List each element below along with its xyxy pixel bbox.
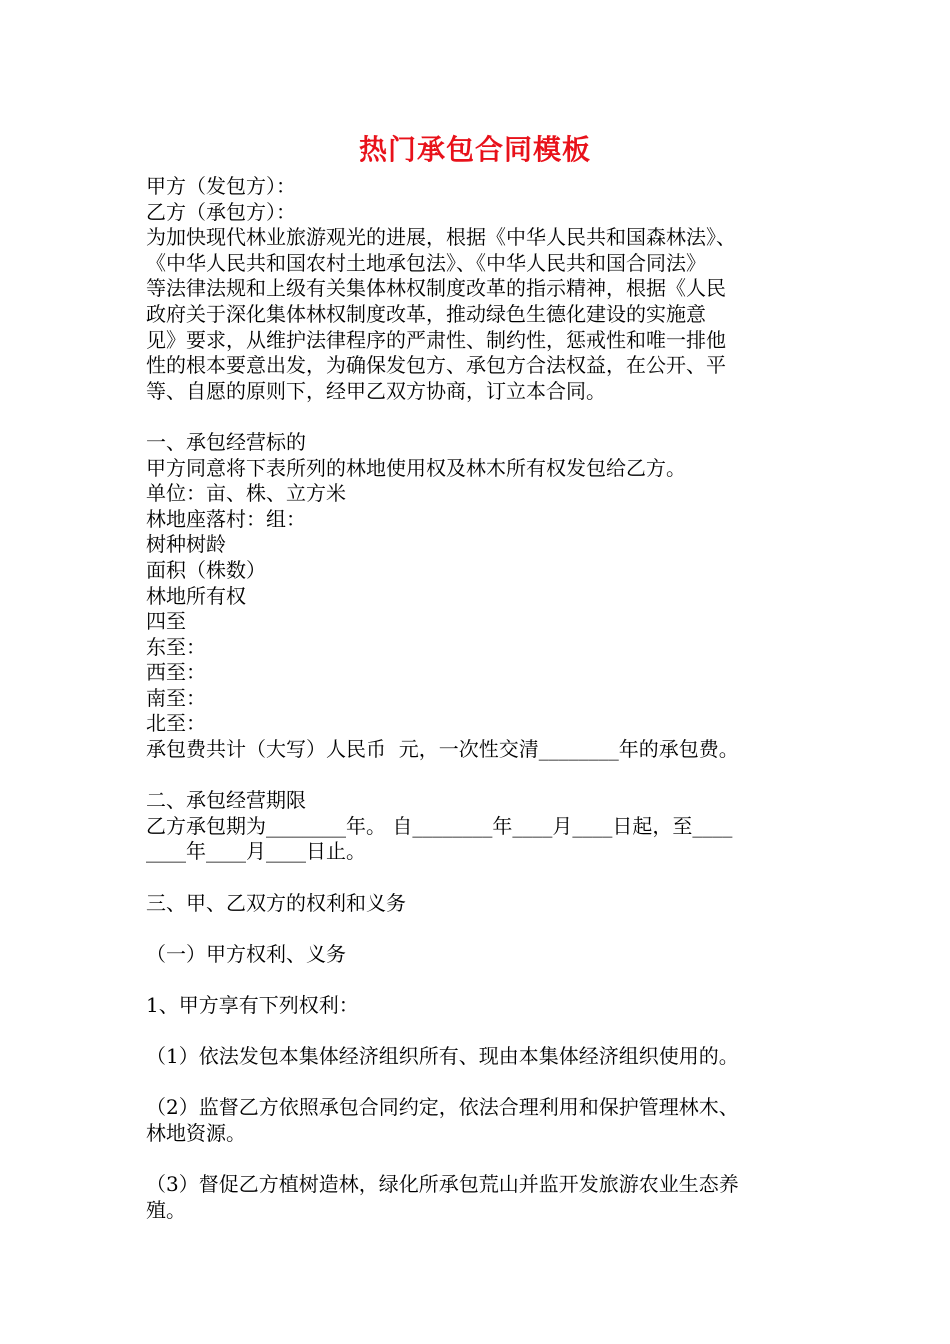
preamble-line: 政府关于深化集体林权制度改革，推动绿色生德化建设的实施意: [146, 301, 706, 326]
section1-line: 四至: [146, 609, 186, 634]
section1-line: 承包费共计（大写）人民币 元，一次性交清________年的承包费。: [146, 737, 739, 762]
section2-line: ____年____月____日止。: [146, 839, 366, 864]
paragraph-gap: [146, 967, 816, 993]
document-body: [146, 174, 816, 1223]
subsection-heading: （一）甲方权利、义务: [146, 941, 346, 966]
party-a-line: 甲方（发包方）：: [146, 174, 296, 198]
clause-line: （3）督促乙方植树造林，绿化所承包荒山并监开发旅游农业生态养: [146, 1172, 739, 1197]
section1-line: 南至：: [146, 685, 206, 710]
section1-line: 面积（株数）: [146, 557, 266, 582]
paragraph-gap: [146, 1070, 816, 1096]
paragraph-gap: [146, 865, 816, 891]
preamble-line: 见》要求，从维护法律程序的严肃性、制约性，惩戒性和唯一排他: [146, 327, 726, 352]
paragraph-gap: [146, 916, 816, 942]
clause-line: （1）依法发包本集体经济组织所有、现由本集体经济组织使用的。: [146, 1044, 739, 1069]
paragraph-gap: [146, 404, 816, 430]
preamble-line: 性的根本要意出发，为确保发包方、承包方合法权益，在公开、平: [146, 353, 726, 378]
preamble-line: 为加快现代林业旅游观光的进展，根据《中华人民共和国森林法》、: [146, 225, 736, 250]
preamble-line: 等法律法规和上级有关集体林权制度改革的指示精神，根据《人民: [146, 276, 726, 301]
document-title: 热门承包合同模板: [358, 133, 591, 166]
section1-line: 西至：: [146, 660, 206, 685]
section1-line: 单位：亩、株、立方米: [146, 481, 346, 506]
party-b-line: 乙方（承包方）：: [146, 199, 296, 224]
section-heading: 一、承包经营标的: [146, 429, 306, 454]
preamble-line: 《中华人民共和国农村土地承包法》、《中华人民共和国合同法》: [146, 250, 706, 275]
section1-line: 树种树龄: [146, 532, 226, 557]
section1-line: 北至：: [146, 711, 206, 736]
clause-line: （2）监督乙方依照承包合同约定，依法合理利用和保护管理林木、: [146, 1095, 739, 1120]
preamble-line: 等、自愿的原则下，经甲乙双方协商，订立本合同。: [146, 378, 606, 403]
section1-line: 东至：: [146, 634, 206, 659]
section1-line: 甲方同意将下表所列的林地使用权及林木所有权发包给乙方。: [146, 455, 686, 480]
section-heading: 二、承包经营期限: [146, 788, 306, 813]
clause-line: 林地资源。: [146, 1120, 246, 1145]
section2-line: 乙方承包期为________年。 自________年____月____日起，至____: [146, 813, 733, 838]
section1-line: 林地座落村：组：: [146, 506, 306, 531]
item-heading: 1、甲方享有下列权利：: [146, 993, 359, 1017]
clause-line: 殖。: [146, 1197, 186, 1222]
paragraph-gap: [146, 763, 816, 789]
section-heading: 三、甲、乙双方的权利和义务: [146, 890, 406, 915]
section1-line: 林地所有权: [146, 583, 246, 608]
paragraph-gap: [146, 1019, 816, 1045]
paragraph-gap: [146, 1147, 816, 1173]
